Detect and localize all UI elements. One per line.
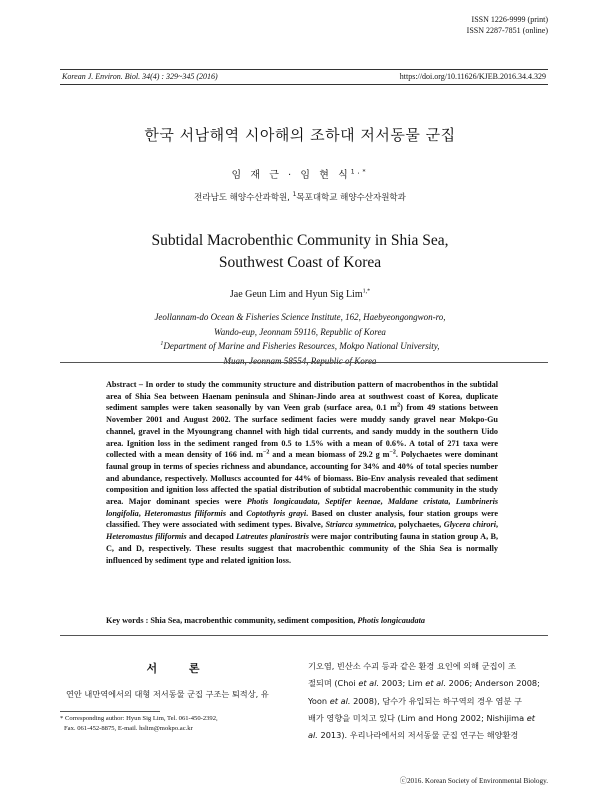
intro-text-right: 기오염, 빈산소 수괴 등과 같은 환경 요인에 의해 군집이 조 절되며 (Choi et al. 2003; Lim et al. 2006; Anderson 2008; Yoon et al. 2008), 담수가 유입되는 하구역의 경우 염분 구 배가 영향을 미치고 있다 (Lim and Hong 2002; Nishijima et al. 2013). 우리나라에서의 저서동물 군집 연구는 해양환경 <box>308 661 540 741</box>
korean-authors <box>0 166 600 181</box>
species-name: Maldane cristata <box>387 497 449 507</box>
korean-affiliation-b: 목포대학교 해양수산자원학과 <box>296 193 406 203</box>
issn-print: ISSN 1226-9999 (print) <box>471 15 548 24</box>
intro-text-left: 연안 내만역에서의 대형 저서동물 군집 구조는 퇴적상, 유 <box>66 689 269 699</box>
affiliation-2-line1: $^1$Department of Marine and Fisheries Resources, Mokpo National University, <box>160 341 440 351</box>
species-name: Glycera chirori <box>443 520 496 530</box>
species-name: Latreutes planirostris <box>236 532 309 542</box>
corresponding-author-footnote: * Corresponding author: Hyun Sig Lim, Tel. 061-450-2392, Fax. 061-452-8875, E-mail. hslim@mokpo.ac.kr <box>60 715 218 732</box>
divider <box>60 635 548 636</box>
species-name: Heteromastus filiformis <box>144 508 227 518</box>
english-authors-sup: 1,* <box>362 288 371 295</box>
english-title-line1: Subtidal Macrobenthic Community in Shia Sea, <box>151 232 449 249</box>
species-name: Coptothyris grayi <box>246 508 307 518</box>
english-title-line2: Southwest Coast of Korea <box>218 254 382 271</box>
journal-header-bar <box>60 69 548 85</box>
affiliation-2-sup: 1 <box>160 341 164 347</box>
english-authors-names: Jae Geun Lim and Hyun Sig Lim <box>229 289 363 300</box>
keywords-label: Key words : <box>106 616 151 625</box>
doi-link[interactable]: https://doi.org/10.11626/KJEB.2016.34.4.329 <box>399 72 546 81</box>
korean-affiliation-sup: 1 <box>292 191 297 199</box>
english-affiliations <box>0 310 600 368</box>
journal-citation: Korean J. Environ. Biol. 34(4) : 329~345 (2016) <box>62 72 218 81</box>
issn-block <box>467 14 548 36</box>
affiliation-2-line2: Muan, Jeonnam 58554, Republic of Korea <box>223 355 377 366</box>
korean-affiliation <box>0 191 600 203</box>
species-name: Striarca symmetrica <box>325 520 395 530</box>
korean-title: 한국 서남해역 시아해의 조하대 저서동물 군집 <box>144 126 456 144</box>
footnote-rule <box>60 711 160 712</box>
english-title <box>0 230 600 274</box>
abstract-label: Abstract <box>106 380 137 389</box>
copyright-notice: ⓒ2016. Korean Society of Environmental Biology. <box>399 777 548 785</box>
keywords: Key words : Shia Sea, macrobenthic community, sediment composition, Photis longicaudata <box>106 616 425 625</box>
affiliation-1-line2: Wando-eup, Jeonnam 59116, Republic of Korea <box>214 326 386 337</box>
species-name: Heteromastus filiformis <box>106 532 187 542</box>
korean-authors-sup: 1,* <box>350 168 369 176</box>
english-authors <box>0 289 600 300</box>
issn-online: ISSN 2287-7851 (online) <box>466 26 548 35</box>
abstract: Abstract – In order to study the community structure and distribution pattern of macrobenthos in the subtidal area of Shia Sea between Haenam peninsula and Shinan-Jindo area at southwest coast of Korea, duplicate sediment samples were taken seasonally by van Veen grab (surface area, 0.1 $m^2$) from 49 stations between November 2001 and August 2002. The surface sediment facies were muddy sandy gravel near Mokpo-Gu channel, gravel in the Myoungrang channel with high tidal currents, and sandy muddy in the southern Uido area. Ignition loss in the sediment ranged from 0.5 to 1.5% with a mean of 0.6%. A total of 271 taxa were collected with a mean density of 166 ind. $m^{-2}$ and a mean biomass of 29.2 g $m^{-2}$. Polychaetes were dominant faunal group in terms of species richness and abundance, accounting for 34% and 40% of total species number and abundance, respectively. Molluscs accounted for 44% of biomass. Bio-Env analysis revealed that sediment composition and ignition loss affected the spatial distribution of subtidal macrobenthic community in the study area. Major dominant species were Photis longicaudata, Septifer keenae, Maldane cristata, Lumbrineris longifolia, Heteromastus filiformis and Coptothyris grayi. Based on cluster analysis, four station groups were classified. They were associated with sediment types. Bivalve, Striarca symmetrica, polychaetes, Glycera chirori, Heteromastus filiformis and decapod Latreutes planirostris were major contributing fauna in station group A, B, C, and D, respectively. These results suggest that macrobenthic community of the Shia Sea is normally influenced by sediment type and related ignition loss. <box>106 380 499 565</box>
korean-affiliation-a: 전라남도 해양수산과학원, <box>194 193 293 203</box>
species-name: Lumbrineris longifolia <box>106 497 499 518</box>
section-heading-introduction: 서 론 <box>146 662 214 675</box>
species-name: Photis longicaudata <box>246 497 318 507</box>
divider <box>60 362 548 363</box>
affiliation-1-line1: Jeollannam-do Ocean & Fisheries Science Institute, 162, Haebyeongongwon-ro, <box>154 312 446 322</box>
korean-authors-names: 임 재 근 · 임 현 식 <box>231 170 351 181</box>
species-name: Septifer keenae <box>325 497 381 507</box>
